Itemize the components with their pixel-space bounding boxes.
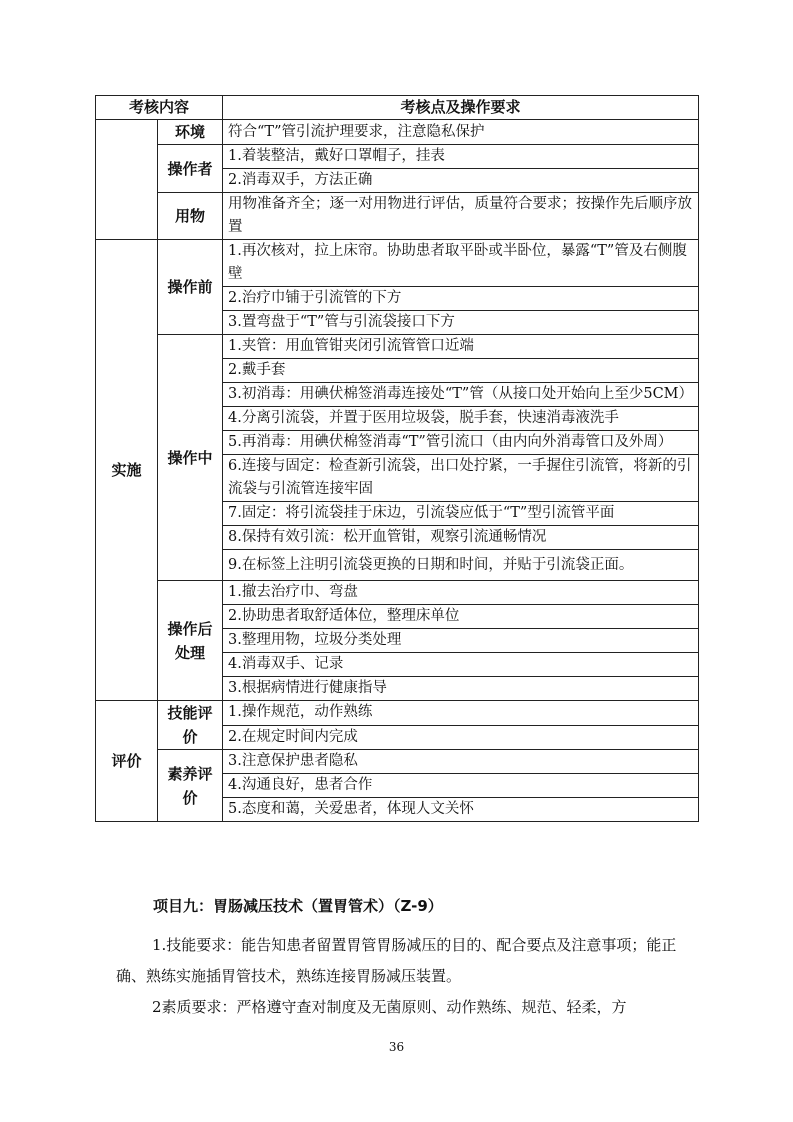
cell-skill-0: 1.操作规范，动作熟练 [223,701,699,726]
sub-during: 操作中 [158,335,223,581]
cell-env-0: 符合“T”管引流护理要求，注意隐私保护 [223,120,699,145]
cell-operator-1: 2.消毒双手，方法正确 [223,169,699,193]
header-col1: 考核内容 [96,96,223,120]
sub-before: 操作前 [158,240,223,335]
table-row [96,240,699,287]
header-col2: 考核点及操作要求 [223,96,699,120]
cell-after-2: 3.整理用物，垃圾分类处理 [223,629,699,653]
cell-quality-2: 5.态度和蔼，关爱患者，体现人文关怀 [223,798,699,822]
table-row [96,335,699,359]
cell-during-2: 3.初消毒：用碘伏棉签消毒连接处“T”管（从接口处开始向上至少5CM） [223,383,699,407]
cell-before-2: 3.置弯盘于“T”管与引流袋接口下方 [223,311,699,335]
page-number: 36 [388,1040,405,1054]
cell-before-1: 2.治疗巾铺于引流管的下方 [223,287,699,311]
cell-skill-1: 2.在规定时间内完成 [223,725,699,750]
assessment-table [95,95,699,822]
cell-during-6: 7.固定：将引流袋挂于床边，引流袋应低于“T”型引流管平面 [223,502,699,526]
cell-operator-0: 1.着装整洁，戴好口罩帽子，挂表 [223,145,699,169]
group-impl-label: 实施 [96,240,158,701]
table-row [96,145,699,169]
table-row [96,701,699,726]
cell-during-0: 1.夹管：用血管钳夹闭引流管管口近端 [223,335,699,359]
cell-quality-1: 4.沟通良好，患者合作 [223,774,699,798]
group-eval-label: 评价 [96,701,158,822]
table-row [96,750,699,774]
table-header-row [96,96,699,120]
cell-supplies-0: 用物准备齐全；逐一对用物进行评估，质量符合要求；按操作先后顺序放置 [223,193,699,240]
sub-supplies: 用物 [158,193,223,240]
table-row [96,120,699,145]
table-row [96,581,699,605]
cell-during-4: 5.再消毒：用碘伏棉签消毒“T”管引流口（由内向外消毒管口及外周） [223,431,699,455]
cell-after-1: 2.协助患者取舒适体位，整理床单位 [223,605,699,629]
cell-before-0: 1.再次核对，拉上床帘。协助患者取平卧或半卧位，暴露“T”管及右侧腹壁 [223,240,699,287]
sub-skill: 技能评价 [158,701,223,750]
quality-requirement-paragraph: 2素质要求：严格遵守查对制度及无菌原则、动作熟练、规范、轻柔，方 [152,998,627,1016]
skill-requirement-paragraph: 1.技能要求：能告知患者留置胃管胃肠减压的目的、配合要点及注意事项；能正确、熟练实施插胃管技术，熟练连接胃肠减压装置。 [116,936,677,985]
cell-after-4: 3.根据病情进行健康指导 [223,677,699,701]
group-prep-label [96,120,158,240]
sub-env: 环境 [158,120,223,145]
cell-after-0: 1.撤去治疗巾、弯盘 [223,581,699,605]
cell-after-3: 4.消毒双手、记录 [223,653,699,677]
cell-during-8: 9.在标签上注明引流袋更换的日期和时间，并贴于引流袋正面。 [223,550,699,581]
cell-quality-0: 3.注意保护患者隐私 [223,750,699,774]
cell-during-5: 6.连接与固定：检查新引流袋，出口处拧紧，一手握住引流管，将新的引流袋与引流管连接牢固 [223,455,699,502]
cell-during-3: 4.分离引流袋，并置于医用垃圾袋，脱手套，快速消毒液洗手 [223,407,699,431]
sub-operator: 操作者 [158,145,223,193]
sub-after: 操作后处理 [158,581,223,701]
cell-during-7: 8.保持有效引流：松开血管钳，观察引流通畅情况 [223,526,699,550]
section-title: 项目九：胃肠减压技术（置胃管术）（Z-9） [153,897,443,915]
cell-during-1: 2.戴手套 [223,359,699,383]
sub-quality: 素养评价 [158,750,223,822]
